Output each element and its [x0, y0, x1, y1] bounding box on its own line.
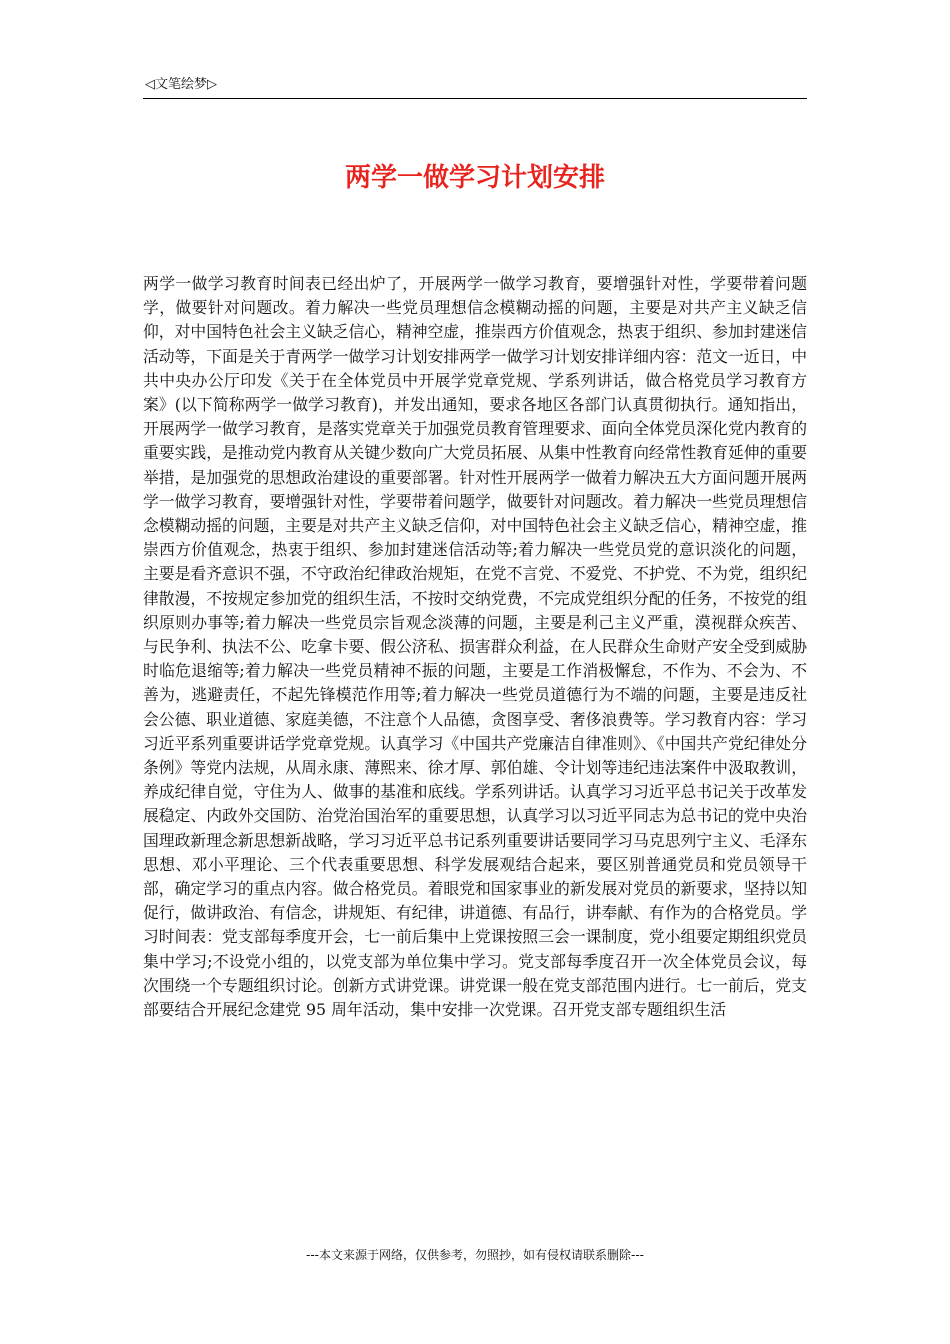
page-header	[143, 76, 807, 99]
header-logo-text: ◁文笔绘梦▷	[145, 77, 217, 92]
document-body: 两学一做学习教育时间表已经出炉了，开展两学一做学习教育，要增强针对性，学要带着问题学，做要针对问题改。着力解决一些党员理想信念模糊动摇的问题，主要是对共产主义缺乏信仰，对中国特色社会主义缺乏信心，精神空虚，推崇西方价值观念，热衷于组织、参加封建迷信活动等，下面是关于青两学一做学习计划安排两学一做学习计划安排详细内容：范文一近日，中共中央办公厅印发《关于在全体党员中开展学党章党规、学系列讲话，做合格党员学习教育方案》(以下简称两学一做学习教育)，并发出通知，要求各地区各部门认真贯彻执行。通知指出，开展两学一做学习教育，是落实党章关于加强党员教育管理要求、面向全体党员深化党内教育的重要实践，是推动党内教育从关键少数向广大党员拓展、从集中性教育向经常性教育延伸的重要举措，是加强党的思想政治建设的重要部署。针对性开展两学一做着力解决五大方面问题开展两学一做学习教育，要增强针对性，学要带着问题学，做要针对问题改。着力解决一些党员理想信念模糊动摇的问题，主要是对共产主义缺乏信仰，对中国特色社会主义缺乏信心，精神空虚，推崇西方价值观念，热衷于组织、参加封建迷信活动等;着力解决一些党员党的意识淡化的问题，主要是看齐意识不强，不守政治纪律政治规矩，在党不言党、不爱党、不护党、不为党，组织纪律散漫，不按规定参加党的组织生活，不按时交纳党费，不完成党组织分配的任务，不按党的组织原则办事等;着力解决一些党员宗旨观念淡薄的问题，主要是利己主义严重，漠视群众疾苦、与民争利、执法不公、吃拿卡要、假公济私、损害群众利益，在人民群众生命财产安全受到威胁时临危退缩等;着力解决一些党员精神不振的问题，主要是工作消极懈怠，不作为、不会为、不善为，逃避责任，不起先锋模范作用等;着力解决一些党员道德行为不端的问题，主要是违反社会公德、职业道德、家庭美德，不注意个人品德，贪图享受、奢侈浪费等。学习教育内容：学习习近平系列重要讲话学党章党规。认真学习《中国共产党廉洁自律准则》、《中国共产党纪律处分条例》等党内法规，从周永康、薄熙来、徐才厚、郭伯雄、令计划等违纪违法案件中汲取教训，养成纪律自觉，守住为人、做事的基准和底线。学系列讲话。认真学习习近平总书记关于改革发展稳定、内政外交国防、治党治国治军的重要思想，认真学习以习近平同志为总书记的党中央治国理政新理念新思想新战略，学习习近平总书记系列重要讲话要同学习马克思列宁主义、毛泽东思想、邓小平理论、三个代表重要思想、科学发展观结合起来，要区别普通党员和党员领导干部，确定学习的重点内容。做合格党员。着眼党和国家事业的新发展对党员的新要求，坚持以知促行，做讲政治、有信念，讲规矩、有纪律，讲道德、有品行，讲奉献、有作为的合格党员。学习时间表：党支部每季度开会，七一前后集中上党课按照三会一课制度，党小组要定期组织党员集中学习;不设党小组的，以党支部为单位集中学习。党支部每季度召开一次全体党员会议，每次围绕一个专题组织讨论。创新方式讲党课。讲党课一般在党支部范围内进行。七一前后，党支部要结合开展纪念建党 95 周年活动，集中安排一次党课。召开党支部专题组织生活	[143, 274, 807, 1020]
footer-notice: ---本文来源于网络，仅供参考，勿照抄，如有侵权请联系删除---	[306, 1248, 644, 1262]
document-title: 两学一做学习计划安排	[344, 163, 605, 193]
